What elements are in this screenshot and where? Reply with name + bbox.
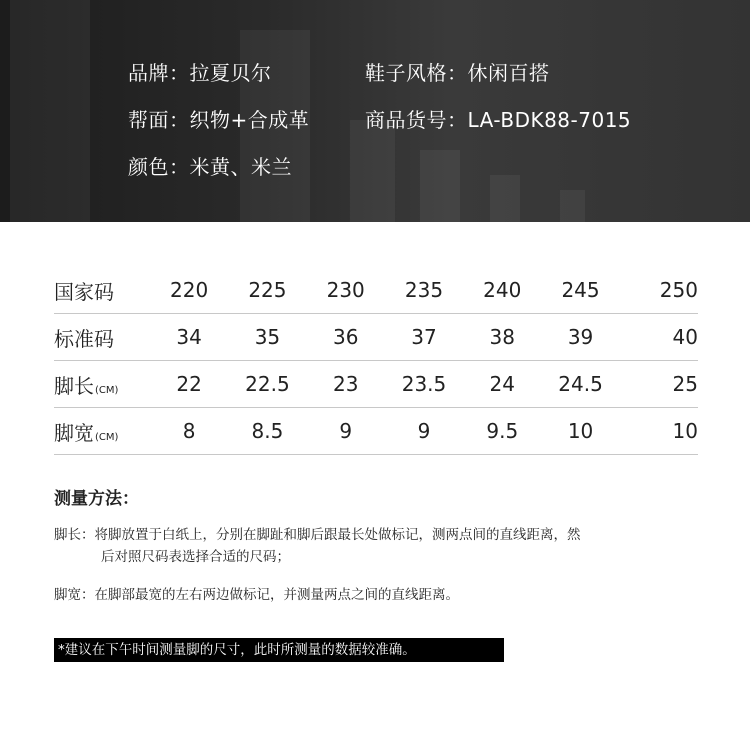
length-method: [54, 524, 704, 568]
table-cell: 225: [248, 278, 287, 302]
table-cell: 24.5: [558, 372, 603, 396]
table-cell: 9: [339, 419, 353, 443]
table-cell: 9.5: [486, 419, 519, 443]
table-cell: 38: [489, 325, 515, 349]
window-shadow: [490, 175, 520, 222]
row-label: 标准码: [54, 326, 114, 351]
table-cell: 34: [176, 325, 202, 349]
width-method: [54, 584, 704, 606]
table-cell: 36: [332, 325, 359, 349]
window-shadow: [420, 150, 460, 222]
table-row-standard-size: [54, 314, 698, 361]
table-cell: 220: [170, 278, 209, 302]
table-cell: 8: [182, 419, 196, 443]
table-cell: 23: [332, 372, 359, 396]
upper-value: 织物+合成革: [189, 108, 310, 132]
window-shadow: [10, 0, 90, 222]
table-cell: 245: [561, 278, 600, 302]
brand-line: [128, 57, 272, 86]
table-cell: 230: [326, 278, 365, 302]
length-label: 脚长：: [54, 527, 95, 543]
style-line: [365, 57, 550, 86]
sku-value: LA-BDK88-7015: [467, 108, 632, 132]
upper-line: [128, 104, 309, 133]
table-cell: 23.5: [401, 372, 447, 396]
table-cell: 35: [254, 325, 281, 349]
table-cell: 37: [411, 325, 437, 349]
table-cell: 40: [672, 325, 698, 349]
size-table: [54, 267, 698, 455]
table-cell: 9: [417, 419, 431, 443]
upper-label: 帮面：: [128, 108, 190, 132]
window-shadow: [560, 190, 585, 222]
table-cell: 10: [567, 419, 594, 443]
style-value: 休闲百搭: [467, 61, 550, 85]
table-cell: 39: [567, 325, 594, 349]
table-row-foot-length: [54, 361, 698, 408]
window-shadow: [350, 120, 395, 222]
color-value: 米黄、米兰: [189, 155, 292, 179]
row-label: 脚长(CM): [54, 373, 119, 398]
length-text-line2: 后对照尺码表选择合适的尺码；: [101, 549, 290, 565]
unit-label: (CM): [95, 431, 119, 443]
brand-label: 品牌：: [128, 61, 190, 85]
brand-value: 拉夏贝尔: [189, 61, 272, 85]
color-label: 颜色：: [128, 155, 190, 179]
table-row-country-size: [54, 267, 698, 314]
table-cell: 250: [659, 278, 698, 302]
method-title: 测量方法：: [54, 489, 139, 509]
row-label: 国家码: [54, 279, 114, 304]
unit-label: (CM): [95, 384, 119, 396]
table-cell: 22: [176, 372, 202, 396]
row-label: 脚宽(CM): [54, 420, 119, 445]
color-line: [128, 151, 292, 180]
table-cell: 8.5: [251, 419, 284, 443]
width-label: 脚宽：: [54, 587, 95, 603]
table-cell: 10: [672, 419, 698, 443]
style-label: 鞋子风格：: [365, 61, 468, 85]
table-row-foot-width: [54, 408, 698, 455]
measurement-note: *建议在下午时间测量脚的尺寸，此时所测量的数据较准确。: [54, 638, 504, 662]
table-cell: 22.5: [245, 372, 290, 396]
sku-line: [365, 104, 631, 133]
length-text-line1: 将脚放置于白纸上，分别在脚趾和脚后跟最长处做标记，测两点间的直线距离，然: [94, 527, 581, 543]
width-text: 在脚部最宽的左右两边做标记，并测量两点之间的直线距离。: [94, 587, 459, 603]
sku-label: 商品货号：: [365, 108, 468, 132]
header-banner: [0, 0, 750, 222]
table-cell: 24: [489, 372, 515, 396]
table-cell: 240: [483, 278, 522, 302]
table-cell: 235: [404, 278, 444, 302]
table-cell: 25: [672, 372, 698, 396]
